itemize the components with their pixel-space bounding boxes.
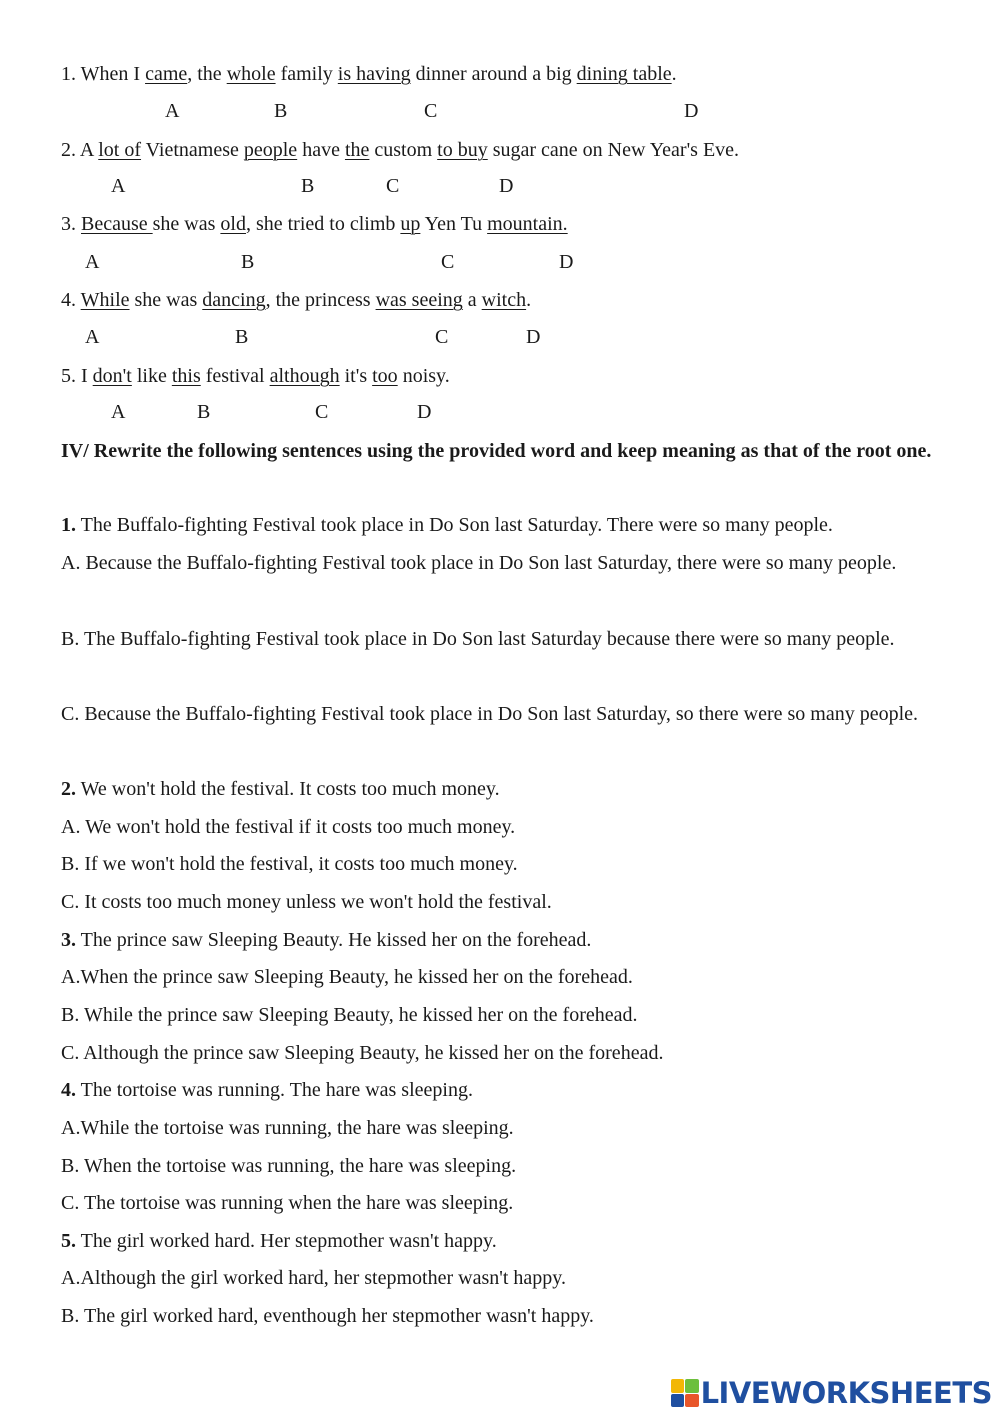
error-question-1: [61, 62, 677, 86]
rewrite-option: B. When the tortoise was running, the hare was sleeping.: [61, 1155, 517, 1177]
rewrite-option: B. The girl worked hard, eventhough her stepmother wasn't happy.: [61, 1305, 594, 1327]
question-number: 4.: [61, 289, 76, 311]
text-segment: have: [297, 139, 345, 161]
rewrite-option: A. Because the Buffalo-fighting Festival took place in Do Son last Saturday, there were so many people.: [61, 552, 897, 574]
text-segment: .: [671, 63, 677, 85]
underlined-option-d: to buy: [437, 139, 488, 161]
underlined-option-a: While: [80, 289, 130, 311]
rewrite-option: B. While the prince saw Sleeping Beauty, he kissed her on the forehead.: [61, 1004, 638, 1026]
logo-text: LIVEWORKSHEETS: [700, 1376, 992, 1410]
underlined-option-c: up: [400, 213, 421, 235]
label-b: B: [235, 326, 249, 348]
label-d: D: [684, 100, 699, 122]
rewrite-option: B. The Buffalo-fighting Festival took place in Do Son last Saturday because there were so many people.: [61, 628, 895, 650]
rewrite-item-3-stem: [61, 928, 591, 952]
text-segment: , the: [187, 63, 227, 85]
logo-square: [671, 1394, 685, 1408]
label-a: A: [85, 326, 100, 348]
text-segment: custom: [369, 139, 438, 161]
underlined-option-d: witch: [481, 289, 527, 311]
logo-square: [671, 1379, 685, 1393]
text-segment: I: [76, 365, 93, 387]
rewrite-option: C. The tortoise was running when the hare was sleeping.: [61, 1192, 514, 1214]
underlined-option-a: Because: [81, 213, 153, 235]
text-segment: .: [526, 289, 532, 311]
text-segment: she was: [152, 213, 221, 235]
label-c: C: [386, 175, 400, 197]
underlined-option-a: lot of: [98, 139, 142, 161]
underlined-option-d: dining table: [576, 63, 672, 85]
question-number: 5.: [61, 365, 76, 387]
text-segment: a: [462, 289, 482, 311]
label-c: C: [435, 326, 449, 348]
underlined-option-b: this: [171, 365, 201, 387]
text-segment: like: [131, 365, 172, 387]
label-c: C: [441, 251, 455, 273]
rewrite-option: A.While the tortoise was running, the hare was sleeping.: [61, 1117, 514, 1139]
item-stem: The prince saw Sleeping Beauty. He kissed her on the forehead.: [76, 929, 592, 951]
underlined-option-d: mountain.: [487, 213, 568, 235]
logo-square: [685, 1379, 699, 1393]
rewrite-item-2-stem: [61, 777, 500, 801]
underlined-option-c: although: [269, 365, 340, 387]
text-segment: family: [275, 63, 338, 85]
rewrite-option: C. It costs too much money unless we won't hold the festival.: [61, 891, 552, 913]
underlined-option-d: too: [372, 365, 398, 387]
label-b: B: [197, 401, 211, 423]
underlined-option-b: people: [243, 139, 298, 161]
question-number: 3.: [61, 213, 76, 235]
text-segment: When I: [76, 63, 146, 85]
label-d: D: [559, 251, 574, 273]
item-stem: The Buffalo-fighting Festival took place in Do Son last Saturday. There were so many people.: [76, 514, 833, 536]
question-number: 1.: [61, 63, 76, 85]
label-d: D: [526, 326, 541, 348]
text-segment: A: [76, 139, 99, 161]
item-number: 3.: [61, 929, 76, 951]
item-number: 2.: [61, 778, 76, 800]
item-number: 5.: [61, 1230, 76, 1252]
label-c: C: [315, 401, 329, 423]
text-segment: festival: [200, 365, 270, 387]
item-stem: The girl worked hard. Her stepmother wasn't happy.: [76, 1230, 497, 1252]
item-stem: We won't hold the festival. It costs too much money.: [76, 778, 500, 800]
label-b: B: [274, 100, 288, 122]
text-segment: it's: [339, 365, 373, 387]
error-question-3: [61, 212, 568, 236]
rewrite-item-1-stem: [61, 513, 833, 537]
rewrite-option: C. Because the Buffalo-fighting Festival took place in Do Son last Saturday, so there were so many people.: [61, 703, 919, 725]
rewrite-option: C. Although the prince saw Sleeping Beauty, he kissed her on the forehead.: [61, 1042, 664, 1064]
item-number: 4.: [61, 1079, 76, 1101]
underlined-option-c: is having: [337, 63, 411, 85]
label-b: B: [301, 175, 315, 197]
section-heading: IV/ Rewrite the following sentences using the provided word and keep meaning as that of the root one.: [61, 440, 932, 462]
text-segment: noisy.: [397, 365, 450, 387]
underlined-option-c: the: [344, 139, 370, 161]
underlined-option-a: came: [145, 63, 188, 85]
text-segment: dinner around a big: [410, 63, 577, 85]
text-segment: , she tried to climb: [245, 213, 401, 235]
rewrite-item-4-stem: [61, 1078, 473, 1102]
error-question-4: [61, 288, 531, 312]
text-segment: , the princess: [265, 289, 376, 311]
underlined-option-b: old: [220, 213, 246, 235]
underlined-option-a: don't: [92, 365, 132, 387]
text-segment: she was: [129, 289, 203, 311]
label-d: D: [499, 175, 514, 197]
rewrite-option: A.When the prince saw Sleeping Beauty, he kissed her on the forehead.: [61, 966, 633, 988]
question-number: 2.: [61, 139, 76, 161]
error-question-5: [61, 364, 450, 388]
label-a: A: [111, 401, 126, 423]
rewrite-option: A.Although the girl worked hard, her stepmother wasn't happy.: [61, 1267, 566, 1289]
liveworksheets-logo: [671, 1378, 992, 1408]
underlined-option-b: dancing: [202, 289, 266, 311]
underlined-option-b: whole: [226, 63, 276, 85]
rewrite-item-5-stem: [61, 1229, 497, 1253]
text-segment: Yen Tu: [420, 213, 488, 235]
label-a: A: [85, 251, 100, 273]
label-c: C: [424, 100, 438, 122]
item-number: 1.: [61, 514, 76, 536]
rewrite-option: A. We won't hold the festival if it costs too much money.: [61, 816, 516, 838]
label-a: A: [111, 175, 126, 197]
error-question-2: [61, 138, 739, 162]
logo-mark-icon: [671, 1379, 699, 1407]
label-a: A: [165, 100, 180, 122]
item-stem: The tortoise was running. The hare was sleeping.: [76, 1079, 473, 1101]
rewrite-option: B. If we won't hold the festival, it costs too much money.: [61, 853, 518, 875]
label-d: D: [417, 401, 432, 423]
label-b: B: [241, 251, 255, 273]
text-segment: sugar cane on New Year's Eve.: [487, 139, 740, 161]
underlined-option-c: was seeing: [375, 289, 463, 311]
text-segment: Vietnamese: [141, 139, 244, 161]
logo-square: [685, 1394, 699, 1408]
